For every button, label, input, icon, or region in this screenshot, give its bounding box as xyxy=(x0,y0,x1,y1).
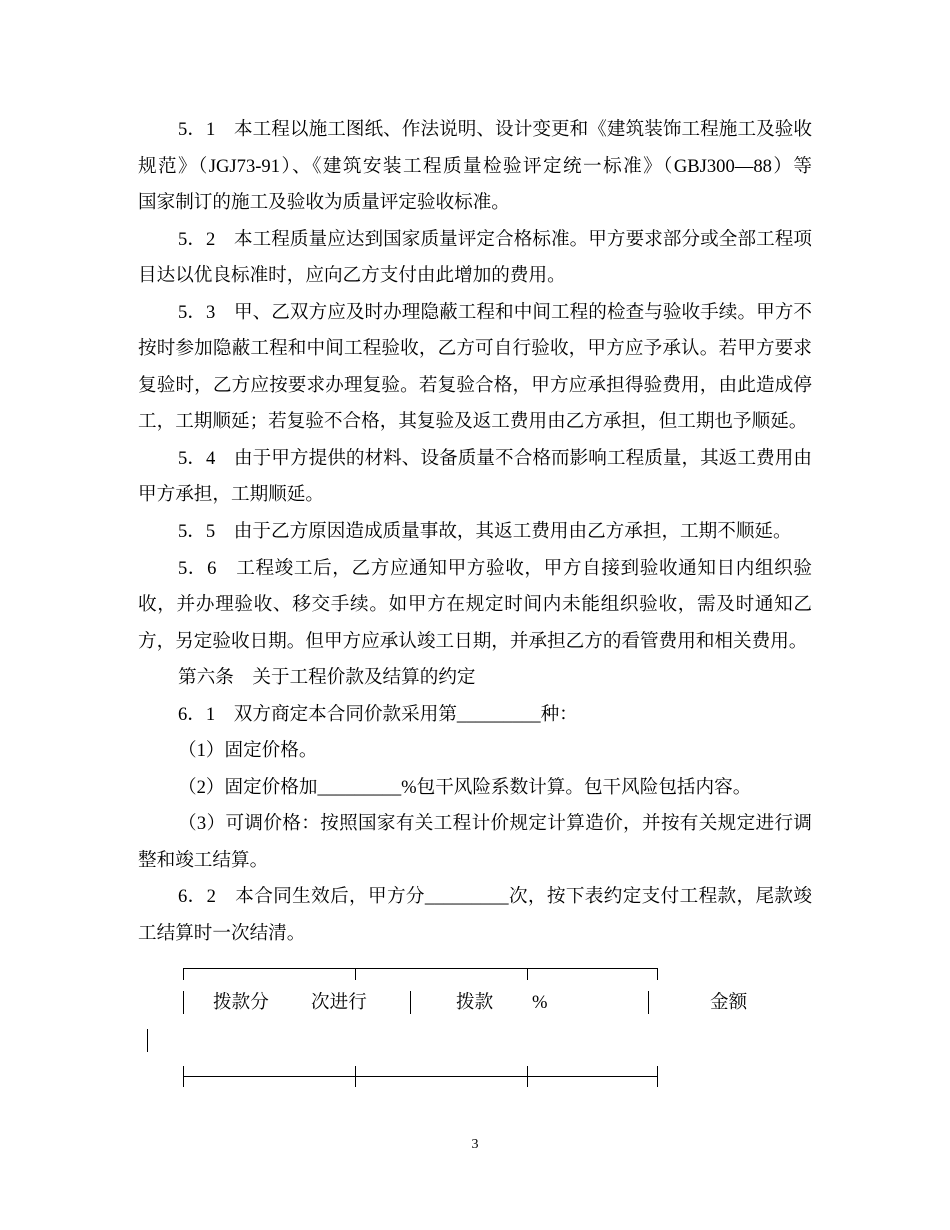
table-header-cell: % xyxy=(532,992,548,1013)
clause-line: 5．1 本工程以施工图纸、作法说明、设计变更和《建筑装饰工程施工及验收 xyxy=(178,119,812,140)
clause-5-3 xyxy=(138,295,812,441)
option-line: 整和竣工结算。 xyxy=(138,849,269,871)
clause-line: 5．6 工程竣工后，乙方应通知甲方验收，甲方自接到验收通知日内组织验 xyxy=(178,557,812,579)
table-top-tick xyxy=(527,968,528,980)
table-cell-divider xyxy=(183,991,184,1014)
page-number: 3 xyxy=(471,1137,479,1152)
table-top-tick xyxy=(183,968,184,980)
clause-line: 收，并办理验收、移交手续。如甲方在规定时间内未能组织验收，需及时通知乙 xyxy=(138,594,812,616)
table-bottom-tick xyxy=(657,1066,658,1087)
clause-line: 工，工期顺延；若复验不合格，其复验及返工费用由乙方承担，但工期也予顺延。 xyxy=(138,411,808,433)
table-bottom-tick xyxy=(355,1066,356,1087)
table-header-cell: 拨款分 xyxy=(213,992,269,1013)
clause-line: 规范》（JGJ73-91）、《建筑安装工程质量检验评定统一标准》（GBJ300—88）等 xyxy=(138,155,812,177)
table-bottom-tick xyxy=(183,1066,184,1087)
option-line: （2）固定价格加_________%包干风险系数计算。包干风险包括内容。 xyxy=(178,776,752,798)
option-line: （1）固定价格。 xyxy=(178,740,318,762)
table-header-cell: 拨款 xyxy=(456,992,494,1013)
clause-line: 工结算时一次结清。 xyxy=(138,923,306,945)
clause-6-2 xyxy=(138,879,812,952)
clause-5-5 xyxy=(138,514,812,551)
option-line: （3）可调价格：按照国家有关工程计价规定计算造价，并按有关规定进行调 xyxy=(178,813,812,835)
clause-line: 复验时，乙方应按要求办理复验。若复验合格，甲方应承担得验费用，由此造成停 xyxy=(138,374,812,396)
table-cell-divider xyxy=(648,991,649,1014)
clause-line: 5．2 本工程质量应达到国家质量评定合格标准。甲方要求部分或全部工程项 xyxy=(178,228,812,250)
clause-6-1 xyxy=(138,697,812,880)
table-top-tick xyxy=(355,968,356,980)
clause-line: 国家制订的施工及验收为质量评定验收标准。 xyxy=(138,192,510,214)
clause-line: 5．3 甲、乙双方应及时办理隐蔽工程和中间工程的检查与验收手续。甲方不 xyxy=(178,301,812,323)
clause-line: 5．4 由于甲方提供的材料、设备质量不合格而影响工程质量，其返工费用由 xyxy=(178,447,812,469)
table-bottom-tick xyxy=(527,1066,528,1087)
clause-5-4 xyxy=(138,441,812,514)
article-6-heading: 第六条 关于工程价款及结算的约定 xyxy=(178,667,476,689)
table-top-rule xyxy=(183,968,658,969)
table-cell-divider xyxy=(410,991,411,1014)
table-top-tick xyxy=(657,968,658,980)
table-header-cell: 金额 xyxy=(710,992,748,1013)
table-header-cell: 次进行 xyxy=(311,992,367,1013)
document-body xyxy=(138,112,812,953)
clause-line: 6．2 本合同生效后，甲方分_________次，按下表约定支付工程款，尾款竣 xyxy=(178,886,812,908)
clause-line: 6．1 双方商定本合同价款采用第_________种： xyxy=(178,703,578,725)
clause-line: 5．5 由于乙方原因造成质量事故，其返工费用由乙方承担，工期不顺延。 xyxy=(178,521,792,543)
clause-line: 按时参加隐蔽工程和中间工程验收，乙方可自行验收，甲方应予承认。若甲方要求 xyxy=(138,338,812,360)
table-bottom-rule xyxy=(183,1076,658,1077)
clause-line: 甲方承担，工期顺延。 xyxy=(138,484,324,506)
clause-5-2 xyxy=(138,222,812,295)
clause-5-6 xyxy=(138,551,812,661)
clause-5-1 xyxy=(138,112,812,222)
table-cell-divider xyxy=(147,1029,148,1052)
clause-line: 方，另定验收日期。但甲方应承认竣工日期，并承担乙方的看管费用和相关费用。 xyxy=(138,630,808,652)
clause-line: 目达以优良标准时，应向乙方支付由此增加的费用。 xyxy=(138,265,566,287)
